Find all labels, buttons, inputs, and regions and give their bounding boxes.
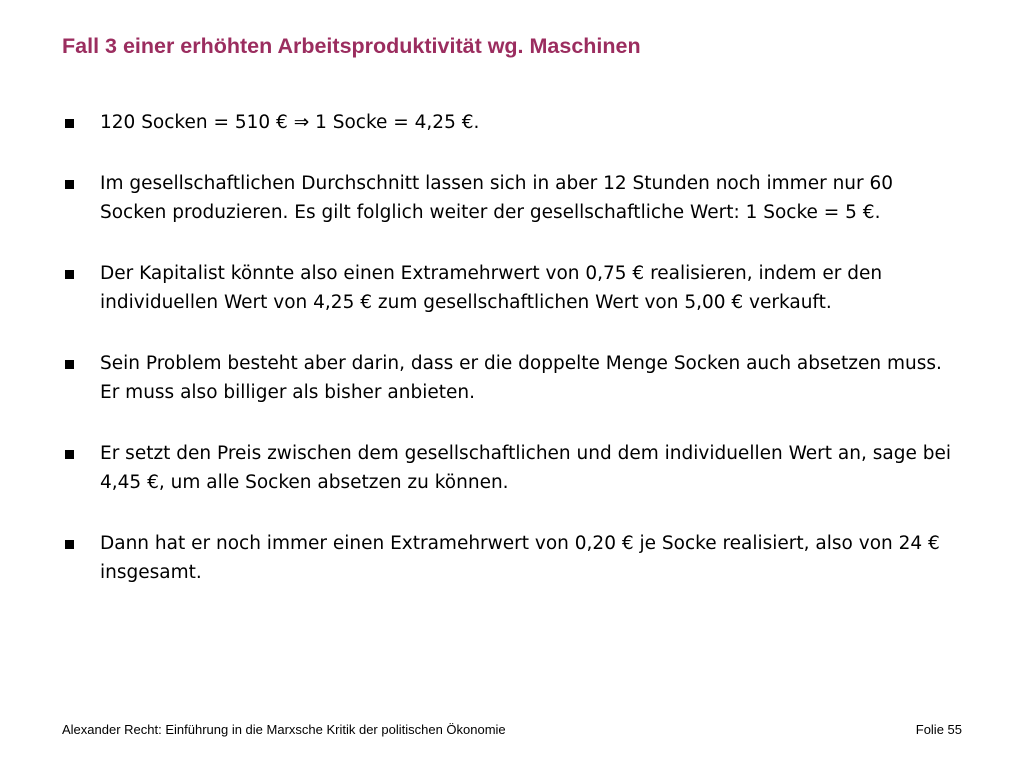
bullet-text: Im gesellschaftlichen Durchschnitt lassen sich in aber 12 Stunden noch immer nur 60 Socken produzieren. Es gilt folglich weiter der gesellschaftliche Wert: 1 Socke = 5 €. [100,173,894,223]
square-bullet-icon [65,450,74,459]
bullet-item [64,349,964,407]
square-bullet-icon [65,180,74,189]
bullet-list [64,108,964,619]
square-bullet-icon [65,360,74,369]
square-bullet-icon [65,270,74,279]
bullet-item [64,169,964,227]
footer-slide-number: Folie 55 [915,722,962,737]
bullet-text: Der Kapitalist könnte also einen Extramehrwert von 0,75 € realisieren, indem er den individuellen Wert von 4,25 € zum gesellschaftlichen Wert von 5,00 € verkauft. [100,263,883,313]
bullet-text: Er setzt den Preis zwischen dem gesellschaftlichen und dem individuellen Wert an, sage bei 4,45 €, um alle Socken absetzen zu können. [100,443,951,493]
bullet-item [64,108,964,137]
bullet-item [64,529,964,587]
bullet-text: 120 Socken = 510 € ⇒ 1 Socke = 4,25 €. [100,112,480,133]
slide-title: Fall 3 einer erhöhten Arbeitsproduktivität wg. Maschinen [62,34,641,58]
square-bullet-icon [65,540,74,549]
bullet-text: Sein Problem besteht aber darin, dass er die doppelte Menge Socken auch absetzen muss. Er muss also billiger als bisher anbieten. [100,353,942,403]
footer-author-course: Alexander Recht: Einführung in die Marxsche Kritik der politischen Ökonomie [62,722,506,737]
bullet-item [64,439,964,497]
bullet-text: Dann hat er noch immer einen Extramehrwert von 0,20 € je Socke realisiert, also von 24 € insgesamt. [100,533,940,583]
square-bullet-icon [65,119,74,128]
bullet-item [64,259,964,317]
